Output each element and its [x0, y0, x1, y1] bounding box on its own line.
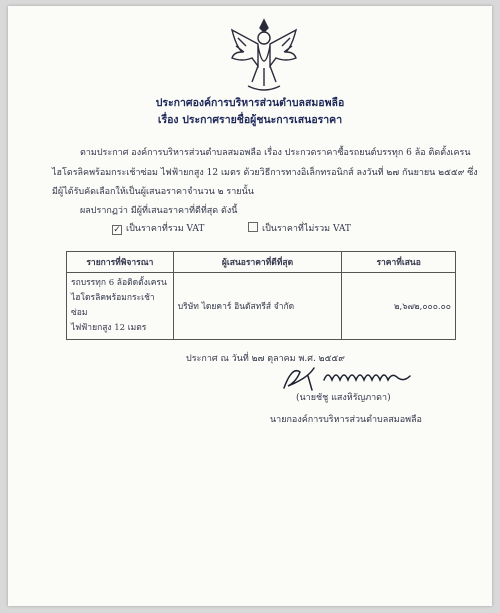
vat-excluded-label: เป็นราคาที่ไม่รวม VAT	[262, 224, 351, 234]
body-line-3: มีผู้ได้รับคัดเลือกให้เป็นผู้เสนอราคาจำนวน ๒ รายนั้น	[52, 187, 254, 197]
table-row	[67, 273, 456, 340]
document-page	[8, 6, 492, 606]
empty-checkbox-icon	[248, 222, 258, 232]
vat-included-option	[112, 221, 204, 235]
award-table	[66, 251, 456, 340]
item-line-1: รถบรรทุก 6 ล้อติดตั้งเครน	[71, 278, 167, 288]
bidder-cell: บริษัท ไดยคาร์ อินดัสทรีส์ จำกัด	[173, 273, 342, 340]
garuda-emblem-icon	[228, 16, 300, 96]
document-title: ประกาศองค์การบริหารส่วนตำบลสมอพลือ	[155, 97, 345, 109]
header-bidder: ผู้เสนอราคาที่ดีที่สุด	[173, 252, 342, 273]
handwritten-signature-icon	[278, 362, 433, 392]
body-line-2: ไฮโดรลิคพร้อมกระเช้าซ่อม ไฟฟ้ายกสูง 12 เมตร ด้วยวิธีการทางอิเล็กทรอนิกส์ ลงวันที่ ๒๗ กันยายน ๒๕๕๙ ซึ่ง	[52, 168, 478, 178]
signer-name: (นายชัชู แสงหิรัญภาดา)	[296, 393, 391, 403]
signer-title: นายกองค์การบริหารส่วนตำบลสมอพลือ	[270, 415, 422, 425]
vat-excluded-option	[248, 221, 351, 235]
body-line-1: ตามประกาศ องค์การบริหารส่วนตำบลสมอพลือ เรื่อง ประกวดราคาซื้อรถยนต์บรรทุก 6 ล้อ ติดตั้งเครน	[80, 148, 471, 158]
item-line-2: ไฮโดรลิคพร้อมกระเช้าซ่อม	[71, 293, 155, 318]
item-line-3: ไฟฟ้ายกสูง 12 เมตร	[71, 323, 147, 333]
vat-included-label: เป็นราคาที่รวม VAT	[126, 224, 205, 234]
check-mark-icon: ✓	[113, 225, 121, 235]
header-price: ราคาที่เสนอ	[342, 252, 456, 273]
price-cell: ๒,๖๗๒,๐๐๐.๐๐	[342, 273, 456, 340]
table-header-row	[67, 252, 456, 273]
header-item: รายการที่พิจารณา	[67, 252, 174, 273]
document-subject: เรื่อง ประกาศรายชื่อผู้ชนะการเสนอราคา	[157, 114, 343, 126]
announcement-date: ประกาศ ณ วันที่ ๒๗ ตุลาคม พ.ศ. ๒๕๕๙	[186, 354, 345, 364]
body-line-4: ผลปรากฏว่า มีผู้ที่เสนอราคาที่ดีที่สุด ดังนี้	[80, 206, 238, 216]
item-cell	[67, 273, 174, 340]
